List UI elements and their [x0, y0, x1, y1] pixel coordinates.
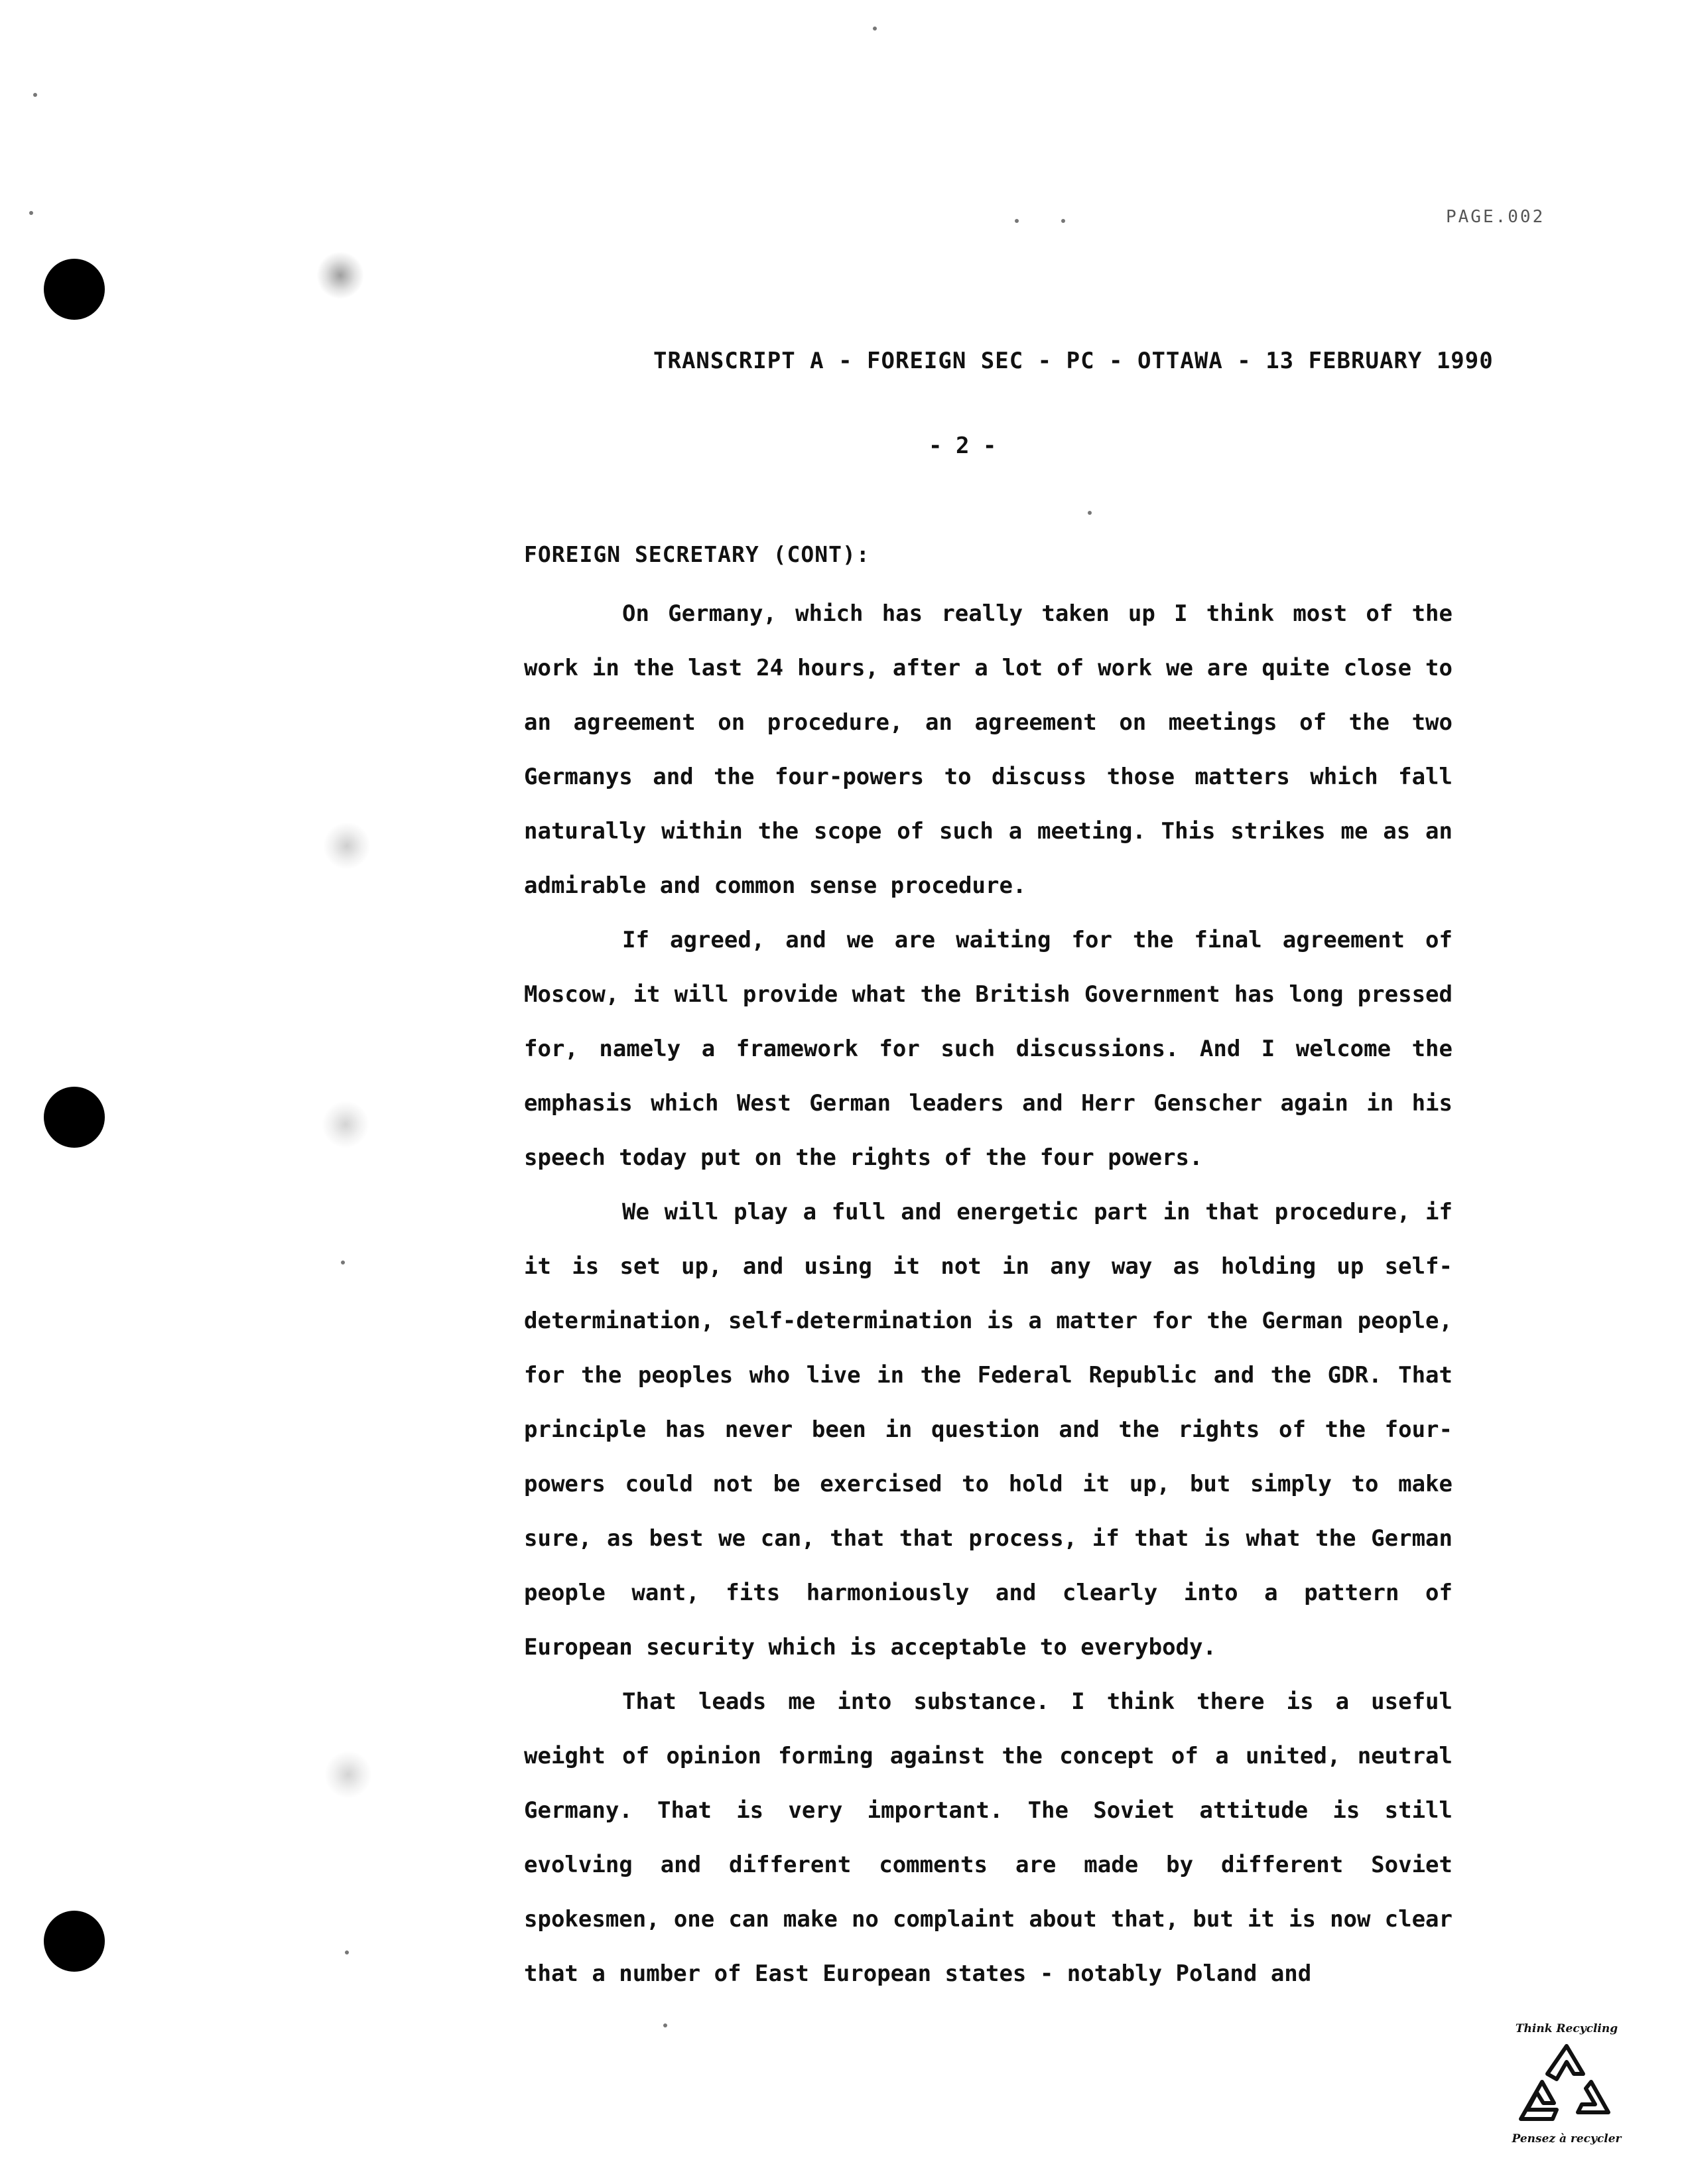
recycle-logo	[1506, 2022, 1628, 2146]
scan-speck	[33, 93, 37, 97]
paragraph: We will play a full and energetic part in that procedure, if it is set up, and using it not in any way as holding up self-determination, self-determination is a matter for the German people, for the peoples who live in the Federal Republic and the GDR. That principle has never been in question and the rights of the four-powers could not be exercised to hold it up, but simply to make sure, as best we can, that that process, if that is what the German people want, fits harmoniously and clearly into a pattern of European security which is acceptable to everybody.	[524, 1199, 1453, 1661]
speaker-heading: FOREIGN SECRETARY (CONT):	[524, 541, 870, 567]
paragraph: If agreed, and we are waiting for the final agreement of Moscow, it will provide what the British Government has long pressed for, namely a framework for such discussions. And I welcome the emphasis which West German leaders and Herr Genscher again in his speech today put on the rights of the four powers.	[524, 927, 1453, 1171]
recycle-icon	[1517, 2041, 1616, 2127]
scan-speck	[663, 2023, 667, 2027]
punch-hole	[44, 1087, 105, 1148]
punch-hole	[44, 259, 105, 320]
scan-speck	[873, 27, 877, 31]
page-code: PAGE.002	[1446, 207, 1545, 227]
transcript-title: TRANSCRIPT A - FOREIGN SEC - PC - OTTAWA - 13 FEBRUARY 1990	[653, 348, 1494, 374]
paragraph: That leads me into substance. I think there is a useful weight of opinion forming against the concept of a united, neutral Germany. That is very important. The Soviet attitude is still evolving and different comments are made by different Soviet spokesmen, one can make no complaint about that, but it is now clear that a number of East European states - notably Poland and	[524, 1688, 1453, 1987]
scan-smudge	[322, 1101, 369, 1148]
scan-speck	[341, 1261, 345, 1264]
scan-speck	[29, 211, 33, 215]
page-number: - 2 -	[929, 433, 997, 459]
recycle-logo-top-text: Think Recycling	[1515, 2022, 1618, 2035]
punch-hole	[44, 1911, 105, 1972]
scan-speck	[1061, 219, 1065, 223]
scan-smudge	[324, 823, 370, 869]
scan-speck	[1015, 219, 1019, 223]
scan-smudge	[325, 1751, 371, 1798]
transcript-body	[524, 586, 1453, 2001]
scan-smudge	[317, 252, 363, 299]
paragraph: On Germany, which has really taken up I think most of the work in the last 24 hours, after a lot of work we are quite close to an agreement on procedure, an agreement on meetings of the two Germanys and the four-powers to discuss those matters which fall naturally within the scope of such a meeting. This strikes me as an admirable and common sense procedure.	[524, 600, 1453, 899]
recycle-logo-bottom-text: Pensez à recycler	[1512, 2132, 1622, 2146]
scan-speck	[1088, 511, 1092, 515]
scan-speck	[345, 1950, 349, 1954]
